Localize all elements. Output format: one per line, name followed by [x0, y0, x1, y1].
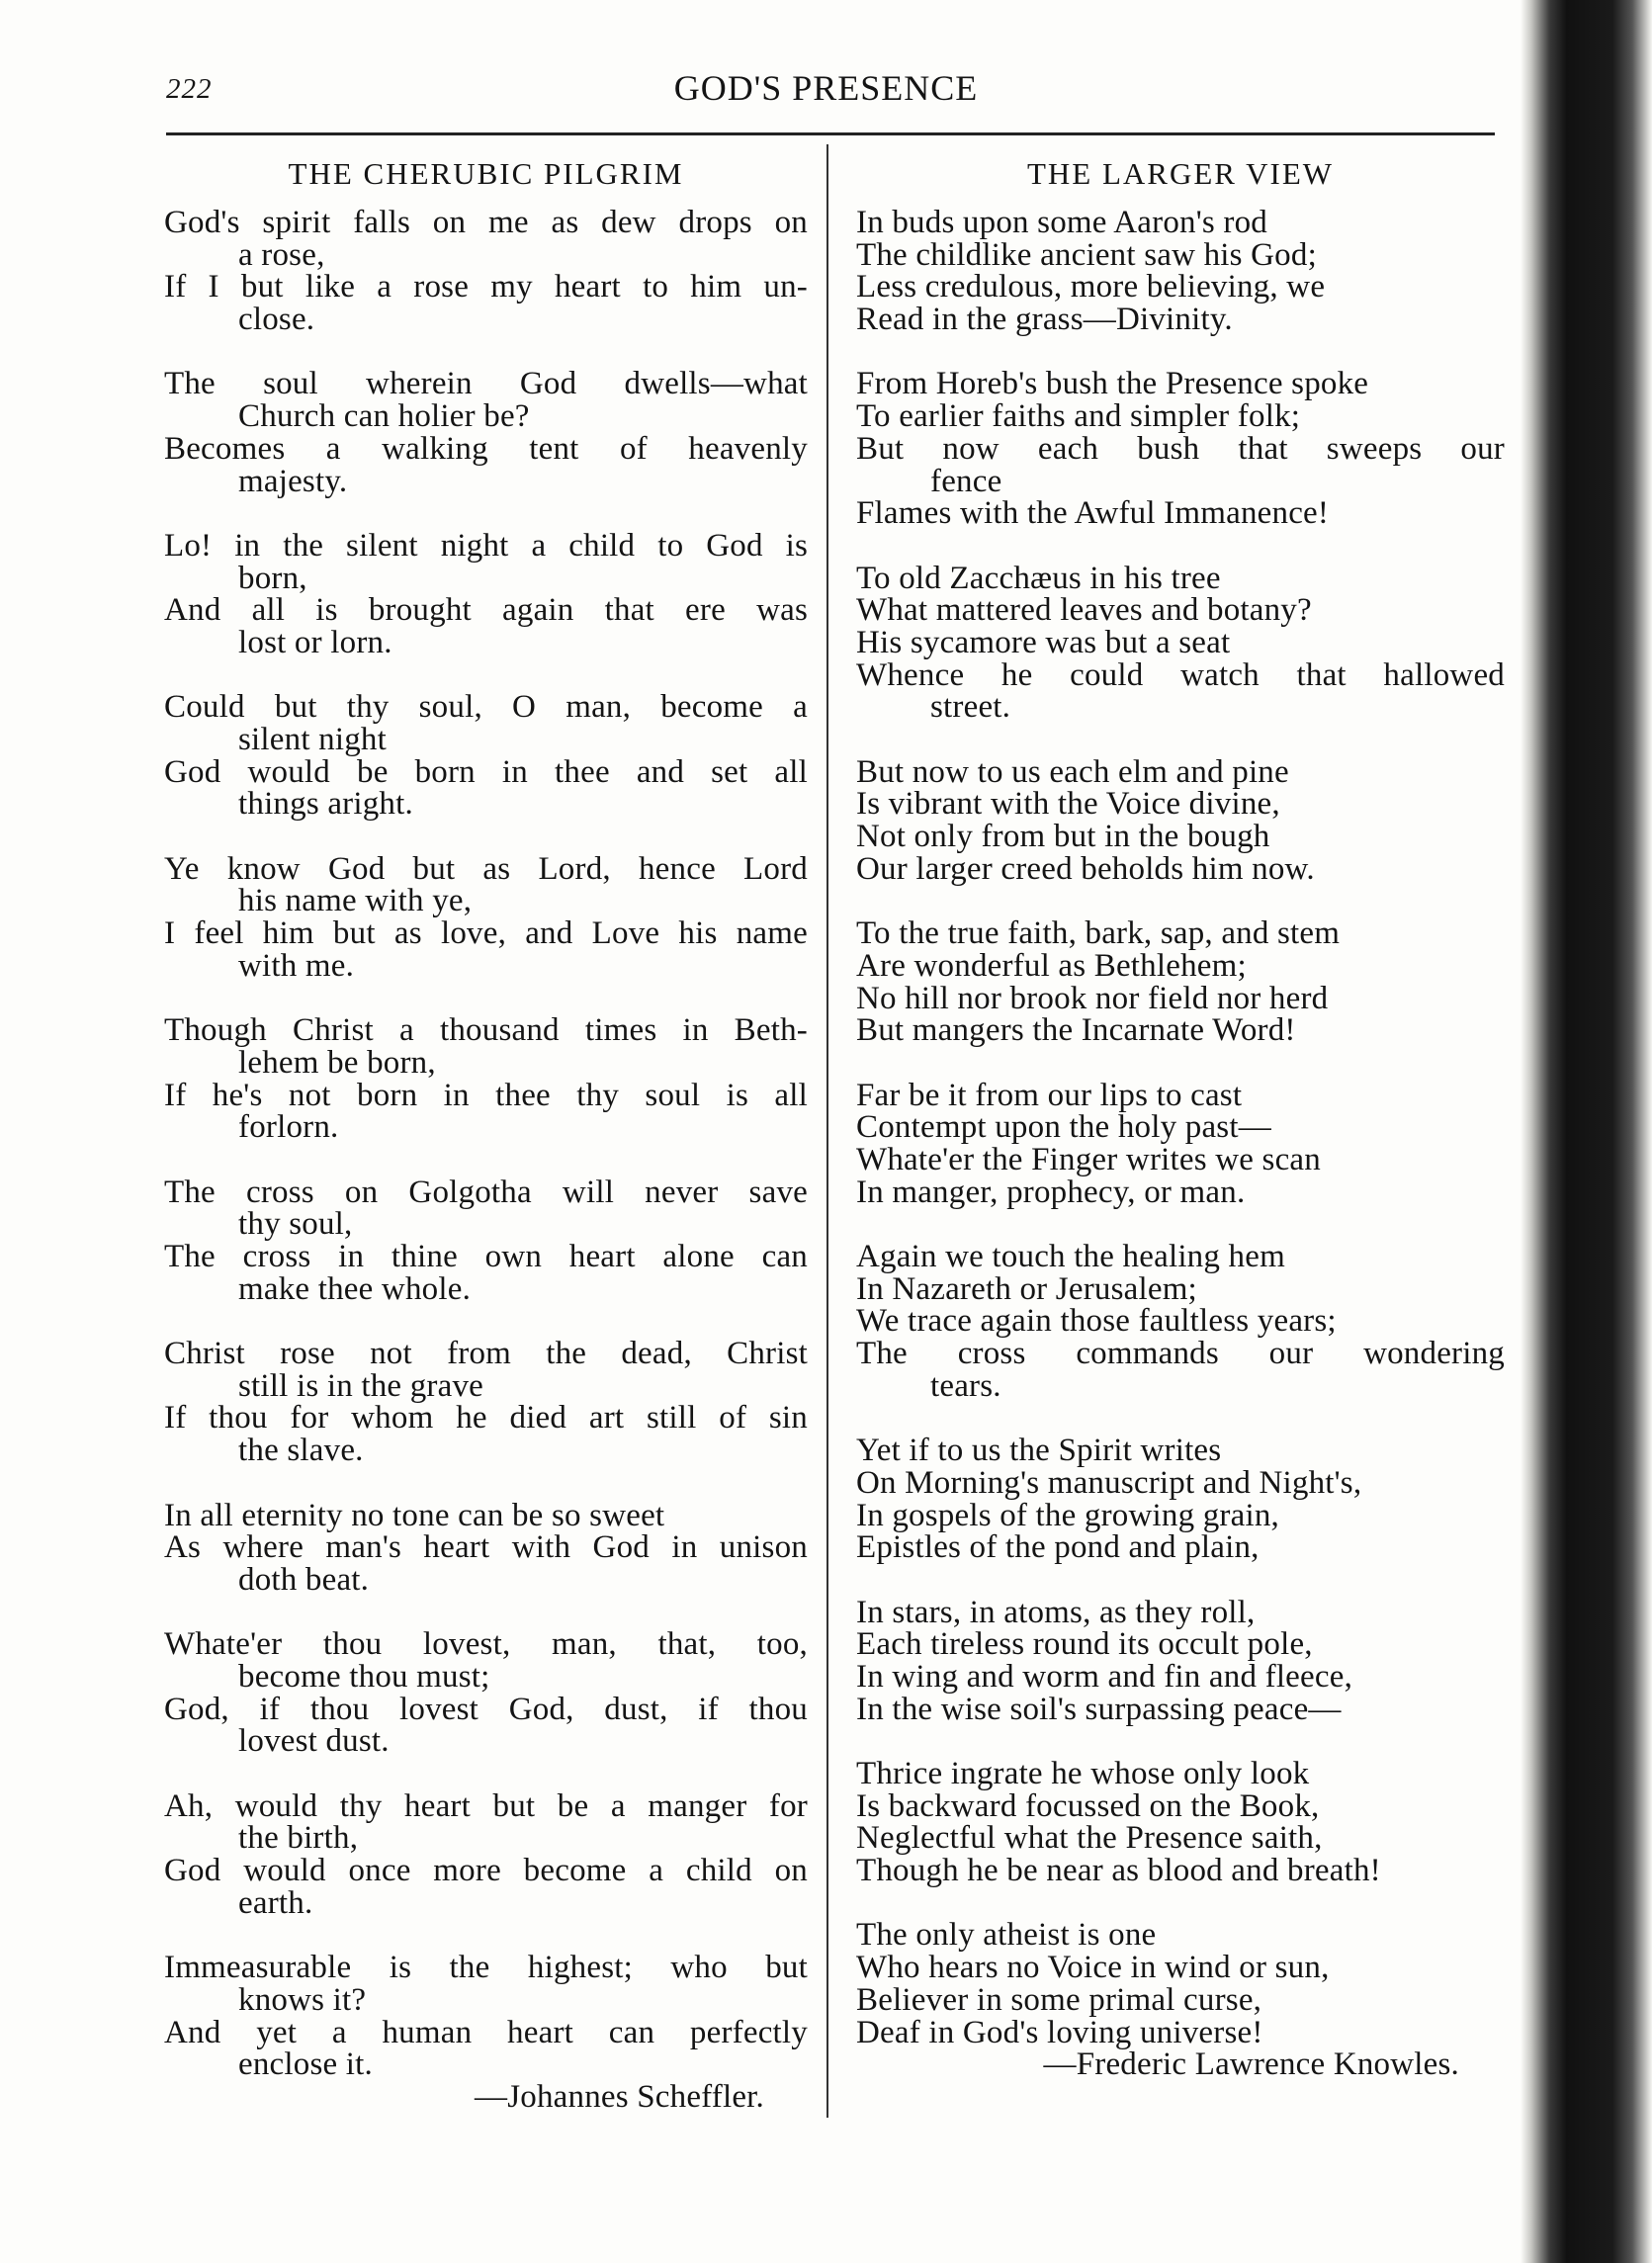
poem-attribution: —Frederic Lawrence Knowles. [1043, 2046, 1459, 2083]
verse-line: tears. [930, 1367, 1001, 1404]
verse-line: In the wise soil's surpassing peace— [856, 1691, 1342, 1727]
verse-line: Again we touch the healing hem [856, 1239, 1285, 1274]
verse-line: Whence he could watch that hallowed [856, 656, 1505, 693]
verse-line: thy soul, [238, 1206, 353, 1243]
verse-line: make thee whole. [238, 1270, 472, 1307]
verse-line: In buds upon some Aaron's rod [856, 205, 1267, 240]
verse-line: Whate'er thou lovest, man, that, too, [164, 1626, 808, 1663]
verse-line: lovest dust. [238, 1723, 390, 1760]
verse-line: In all eternity no tone can be so sweet [164, 1497, 665, 1533]
verse-line: Could but thy soul, O man, become a [164, 689, 808, 726]
stanza [856, 1077, 1505, 1210]
verse-line: The childlike ancient saw his God; [856, 236, 1317, 273]
verse-line: God would once more become a child on [164, 1853, 808, 1889]
verse-line: In stars, in atoms, as they roll, [856, 1594, 1256, 1630]
stanza [164, 691, 808, 821]
verse-line: with me. [238, 947, 355, 984]
verse-line: doth beat. [238, 1561, 370, 1598]
verse-line: Lo! in the silent night a child to God is [164, 527, 808, 564]
verse-line: his name with ye, [238, 883, 473, 919]
stanza [164, 850, 808, 984]
poem-title: THE LARGER VIEW [1026, 156, 1335, 191]
verse-line: The only atheist is one [856, 1917, 1157, 1954]
stanza [164, 1176, 808, 1306]
verse-line: In wing and worm and fin and fleece, [856, 1658, 1353, 1695]
stanza [164, 1628, 808, 1758]
page-number: 222 [166, 73, 213, 105]
verse-line: Christ rose not from the dead, Christ [164, 1336, 808, 1372]
verse-line: I feel him but as love, and Love his name [164, 915, 808, 952]
stanza [856, 560, 1505, 726]
stanza [856, 1435, 1505, 1564]
verse-line: Yet if to us the Spirit writes [856, 1433, 1222, 1469]
stanza [164, 1014, 808, 1144]
verse-line: On Morning's manuscript and Night's, [856, 1464, 1362, 1501]
poem-attribution: —Johannes Scheffler. [475, 2078, 764, 2115]
stanza [164, 1497, 808, 1598]
verse-line: a rose, [238, 236, 325, 273]
verse-line: Is backward focussed on the Book, [856, 1787, 1320, 1824]
verse-line: Less credulous, more believing, we [856, 269, 1326, 305]
verse-line: Becomes a walking tent of heavenly [164, 430, 808, 467]
verse-line: And all is brought again that ere was [164, 592, 808, 629]
stanza [856, 1594, 1505, 1727]
verse-line: Immeasurable is the highest; who but [164, 1950, 808, 1986]
verse-line: Who hears no Voice in wind or sun, [856, 1950, 1330, 1986]
verse-line: God, if thou lovest God, dust, if thou [164, 1691, 808, 1727]
verse-line: In Nazareth or Jerusalem; [856, 1270, 1197, 1307]
poem-the-larger-view [856, 154, 1505, 2081]
poem-the-cherubic-pilgrim [164, 154, 808, 2114]
verse-line: Flames with the Awful Immanence! [856, 495, 1330, 532]
verse-line: Though he be near as blood and breath! [856, 1853, 1381, 1889]
verse-line: street. [930, 689, 1011, 726]
stanza [164, 1952, 808, 2081]
verse-line: The cross commands our wondering [856, 1336, 1505, 1372]
stanza [856, 1758, 1505, 1887]
verse-line: Contempt upon the holy past— [856, 1109, 1271, 1146]
verse-line: Thrice ingrate he whose only look [856, 1756, 1310, 1791]
verse-line: In manger, prophecy, or man. [856, 1174, 1246, 1210]
verse-line: Not only from but in the bough [856, 819, 1270, 855]
verse-line: silent night [238, 722, 387, 757]
verse-line: lehem be born, [238, 1044, 436, 1081]
verse-line: Deaf in God's loving universe! [856, 2014, 1263, 2050]
verse-line: become thou must; [238, 1658, 490, 1695]
verse-line: born, [238, 560, 307, 596]
verse-line: His sycamore was but a seat [856, 624, 1231, 660]
stanza [164, 207, 808, 336]
verse-line: Ye know God but as Lord, hence Lord [164, 850, 808, 887]
stanza [164, 527, 808, 660]
verse-line: If I but like a rose my heart to him un- [164, 269, 808, 305]
verse-line: But mangers the Incarnate Word! [856, 1012, 1296, 1049]
verse-line: The cross in thine own heart alone can [164, 1239, 808, 1274]
verse-line: Ah, would thy heart but be a manger for [164, 1787, 808, 1824]
verse-line: And yet a human heart can perfectly [164, 2014, 808, 2050]
verse-line: To earlier faiths and simpler folk; [856, 398, 1301, 435]
header-rule [166, 132, 1495, 135]
verse-line: God would be born in thee and set all [164, 753, 808, 790]
verse-line: majesty. [238, 463, 348, 499]
verse-line: In gospels of the growing grain, [856, 1497, 1279, 1533]
verse-line: forlorn. [238, 1109, 339, 1146]
verse-line: knows it? [238, 1981, 367, 2018]
stanza [164, 368, 808, 497]
verse-line: The cross on Golgotha will never save [164, 1174, 808, 1210]
verse-line: To the true faith, bark, sap, and stem [856, 915, 1341, 952]
running-title: GOD'S PRESENCE [673, 68, 979, 108]
stanza [856, 366, 1505, 532]
verse-line: As where man's heart with God in unison [164, 1529, 808, 1566]
verse-line: Our larger creed beholds him now. [856, 850, 1315, 887]
verse-line: Far be it from our lips to cast [856, 1077, 1243, 1113]
verse-line: We trace again those faultless years; [856, 1303, 1337, 1340]
scan-edge-shadow [1521, 0, 1652, 2263]
verse-line: The soul wherein God dwells—what [164, 366, 808, 402]
verse-line: Neglectful what the Presence saith, [856, 1820, 1323, 1857]
verse-line: fence [930, 463, 1002, 499]
stanza [856, 753, 1505, 887]
stanza [856, 207, 1505, 336]
verse-line: things aright. [238, 786, 413, 823]
verse-line: Are wonderful as Bethlehem; [856, 947, 1247, 984]
verse-line: If thou for whom he died art still of sin [164, 1400, 808, 1436]
verse-line: But now to us each elm and pine [856, 753, 1289, 790]
verse-line: the slave. [238, 1433, 364, 1469]
verse-line: But now each bush that sweeps our [856, 430, 1505, 467]
verse-line: still is in the grave [238, 1367, 483, 1404]
verse-line: the birth, [238, 1820, 359, 1857]
verse-line: enclose it. [238, 2046, 373, 2083]
verse-line: To old Zacchæus in his tree [856, 560, 1221, 596]
verse-line: Church can holier be? [238, 398, 530, 435]
verse-line: earth. [238, 1884, 313, 1921]
verse-line: Whate'er the Finger writes we scan [856, 1141, 1321, 1177]
verse-line: Believer in some primal curse, [856, 1981, 1262, 2018]
stanza [856, 917, 1505, 1047]
verse-line: close. [238, 302, 315, 338]
verse-line: lost or lorn. [238, 624, 392, 660]
verse-line: What mattered leaves and botany? [856, 592, 1312, 629]
verse-line: If he's not born in thee thy soul is all [164, 1077, 808, 1113]
stanza [856, 1241, 1505, 1402]
verse-line: No hill nor brook nor field nor herd [856, 980, 1329, 1016]
stanza [164, 1787, 808, 1921]
verse-line: Epistles of the pond and plain, [856, 1529, 1260, 1566]
stanza [164, 1338, 808, 1467]
verse-line: Though Christ a thousand times in Beth- [164, 1012, 808, 1049]
stanza [856, 1919, 1505, 2048]
verse-line: From Horeb's bush the Presence spoke [856, 366, 1369, 402]
verse-line: Is vibrant with the Voice divine, [856, 786, 1280, 823]
verse-line: Each tireless round its occult pole, [856, 1626, 1313, 1663]
verse-line: God's spirit falls on me as dew drops on [164, 205, 808, 240]
poem-title: THE CHERUBIC PILGRIM [288, 156, 684, 191]
verse-line: Read in the grass—Divinity. [856, 302, 1233, 338]
column-divider [826, 144, 828, 2118]
